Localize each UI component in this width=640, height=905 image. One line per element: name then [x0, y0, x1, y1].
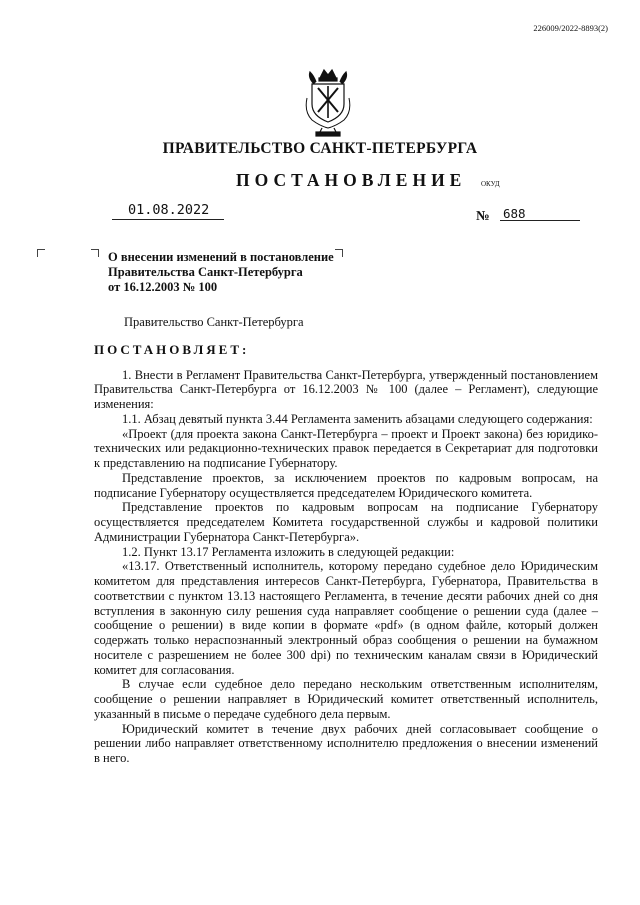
- number-underline: [500, 220, 580, 221]
- document-subject: [108, 250, 334, 295]
- issuing-body: Правительство Санкт-Петербурга: [124, 315, 304, 329]
- date-underline: [112, 219, 224, 220]
- paragraph: 1.2. Пункт 13.17 Регламента изложить в следующей редакции:: [122, 544, 455, 559]
- coat-of-arms-icon: [304, 68, 352, 138]
- corner-mark: [91, 249, 99, 257]
- corner-mark: [335, 249, 343, 257]
- subject-line: от 16.12.2003 № 100: [108, 280, 218, 294]
- document-date: 01.08.2022: [128, 202, 210, 218]
- paragraph: В случае если судебное дело передано нескольким ответственным исполнителям, сообщение о решении направляет в Юридический комитет ответственный исполнитель, указанный в письме о передаче судебного дела первым.: [94, 677, 598, 721]
- document-number: 226009/2022-8893(2): [533, 23, 608, 33]
- document-body: [94, 315, 598, 766]
- government-title: ПРАВИТЕЛЬСТВО САНКТ-ПЕТЕРБУРГА: [162, 140, 478, 157]
- paragraph: 1. Внести в Регламент Правительства Санкт-Петербурга, утвержденный постановлением Правительства Санкт-Петербурга от 16.12.2003 № 100 (далее – Регламент), следующие изменения:: [94, 367, 598, 411]
- paragraph: Юридический комитет в течение двух рабочих дней согласовывает сообщение о решении либо направляет ответственному исполнителю предложения о внесении изменений в него.: [94, 721, 598, 765]
- document-type-title: ПОСТАНОВЛЕНИЕ: [236, 170, 467, 190]
- paragraph: 1.1. Абзац девятый пункта 3.44 Регламента заменить абзацами следующего содержания:: [122, 411, 593, 426]
- document-number-value: 688: [503, 206, 526, 221]
- paragraph: Представление проектов по кадровым вопросам на подписание Губернатору осуществляется председателем Комитета государственной службы и кадровой политики Администрации Губернатора Санкт-Петербурга».: [94, 500, 598, 544]
- paragraph: Представление проектов, за исключением проектов по кадровым вопросам, на подписание Губернатору осуществляется председателем Юридического комитета.: [94, 470, 598, 500]
- paragraph: «13.17. Ответственный исполнитель, которому передано судебное дело Юридическим комитетом для представления интересов Санкт-Петербурга, Губернатора, Правительства в соответствии с пунктом 13.13 настоящего Регламента, в течение десяти рабочих дней со дня вступления в законную силу решения суда направляет сообщение о решении суда (далее – сообщение о решении) в виде копии в формате «pdf» (в одном файле, который должен содержать только нераспознанный электронный образ сообщения о решении на бумажном носителе с разрешением не более 300 dpi) по техническим каналам связи в Юридический комитет для согласования.: [94, 559, 598, 677]
- corner-mark: [37, 249, 45, 257]
- subject-line: О внесении изменений в постановление: [108, 250, 334, 264]
- subject-line: Правительства Санкт-Петербурга: [108, 265, 303, 279]
- resolves-heading: ПОСТАНОВЛЯЕТ:: [94, 341, 250, 357]
- paragraph: «Проект (для проекта закона Санкт-Петербурга – проект и Проект закона) без юридико-технических или редакционно-технических правок передается в Секретариат для подготовки к представлению на подписание Губернатору.: [94, 426, 598, 470]
- number-sign: №: [476, 208, 490, 223]
- okud-label: ОКУД: [481, 180, 500, 188]
